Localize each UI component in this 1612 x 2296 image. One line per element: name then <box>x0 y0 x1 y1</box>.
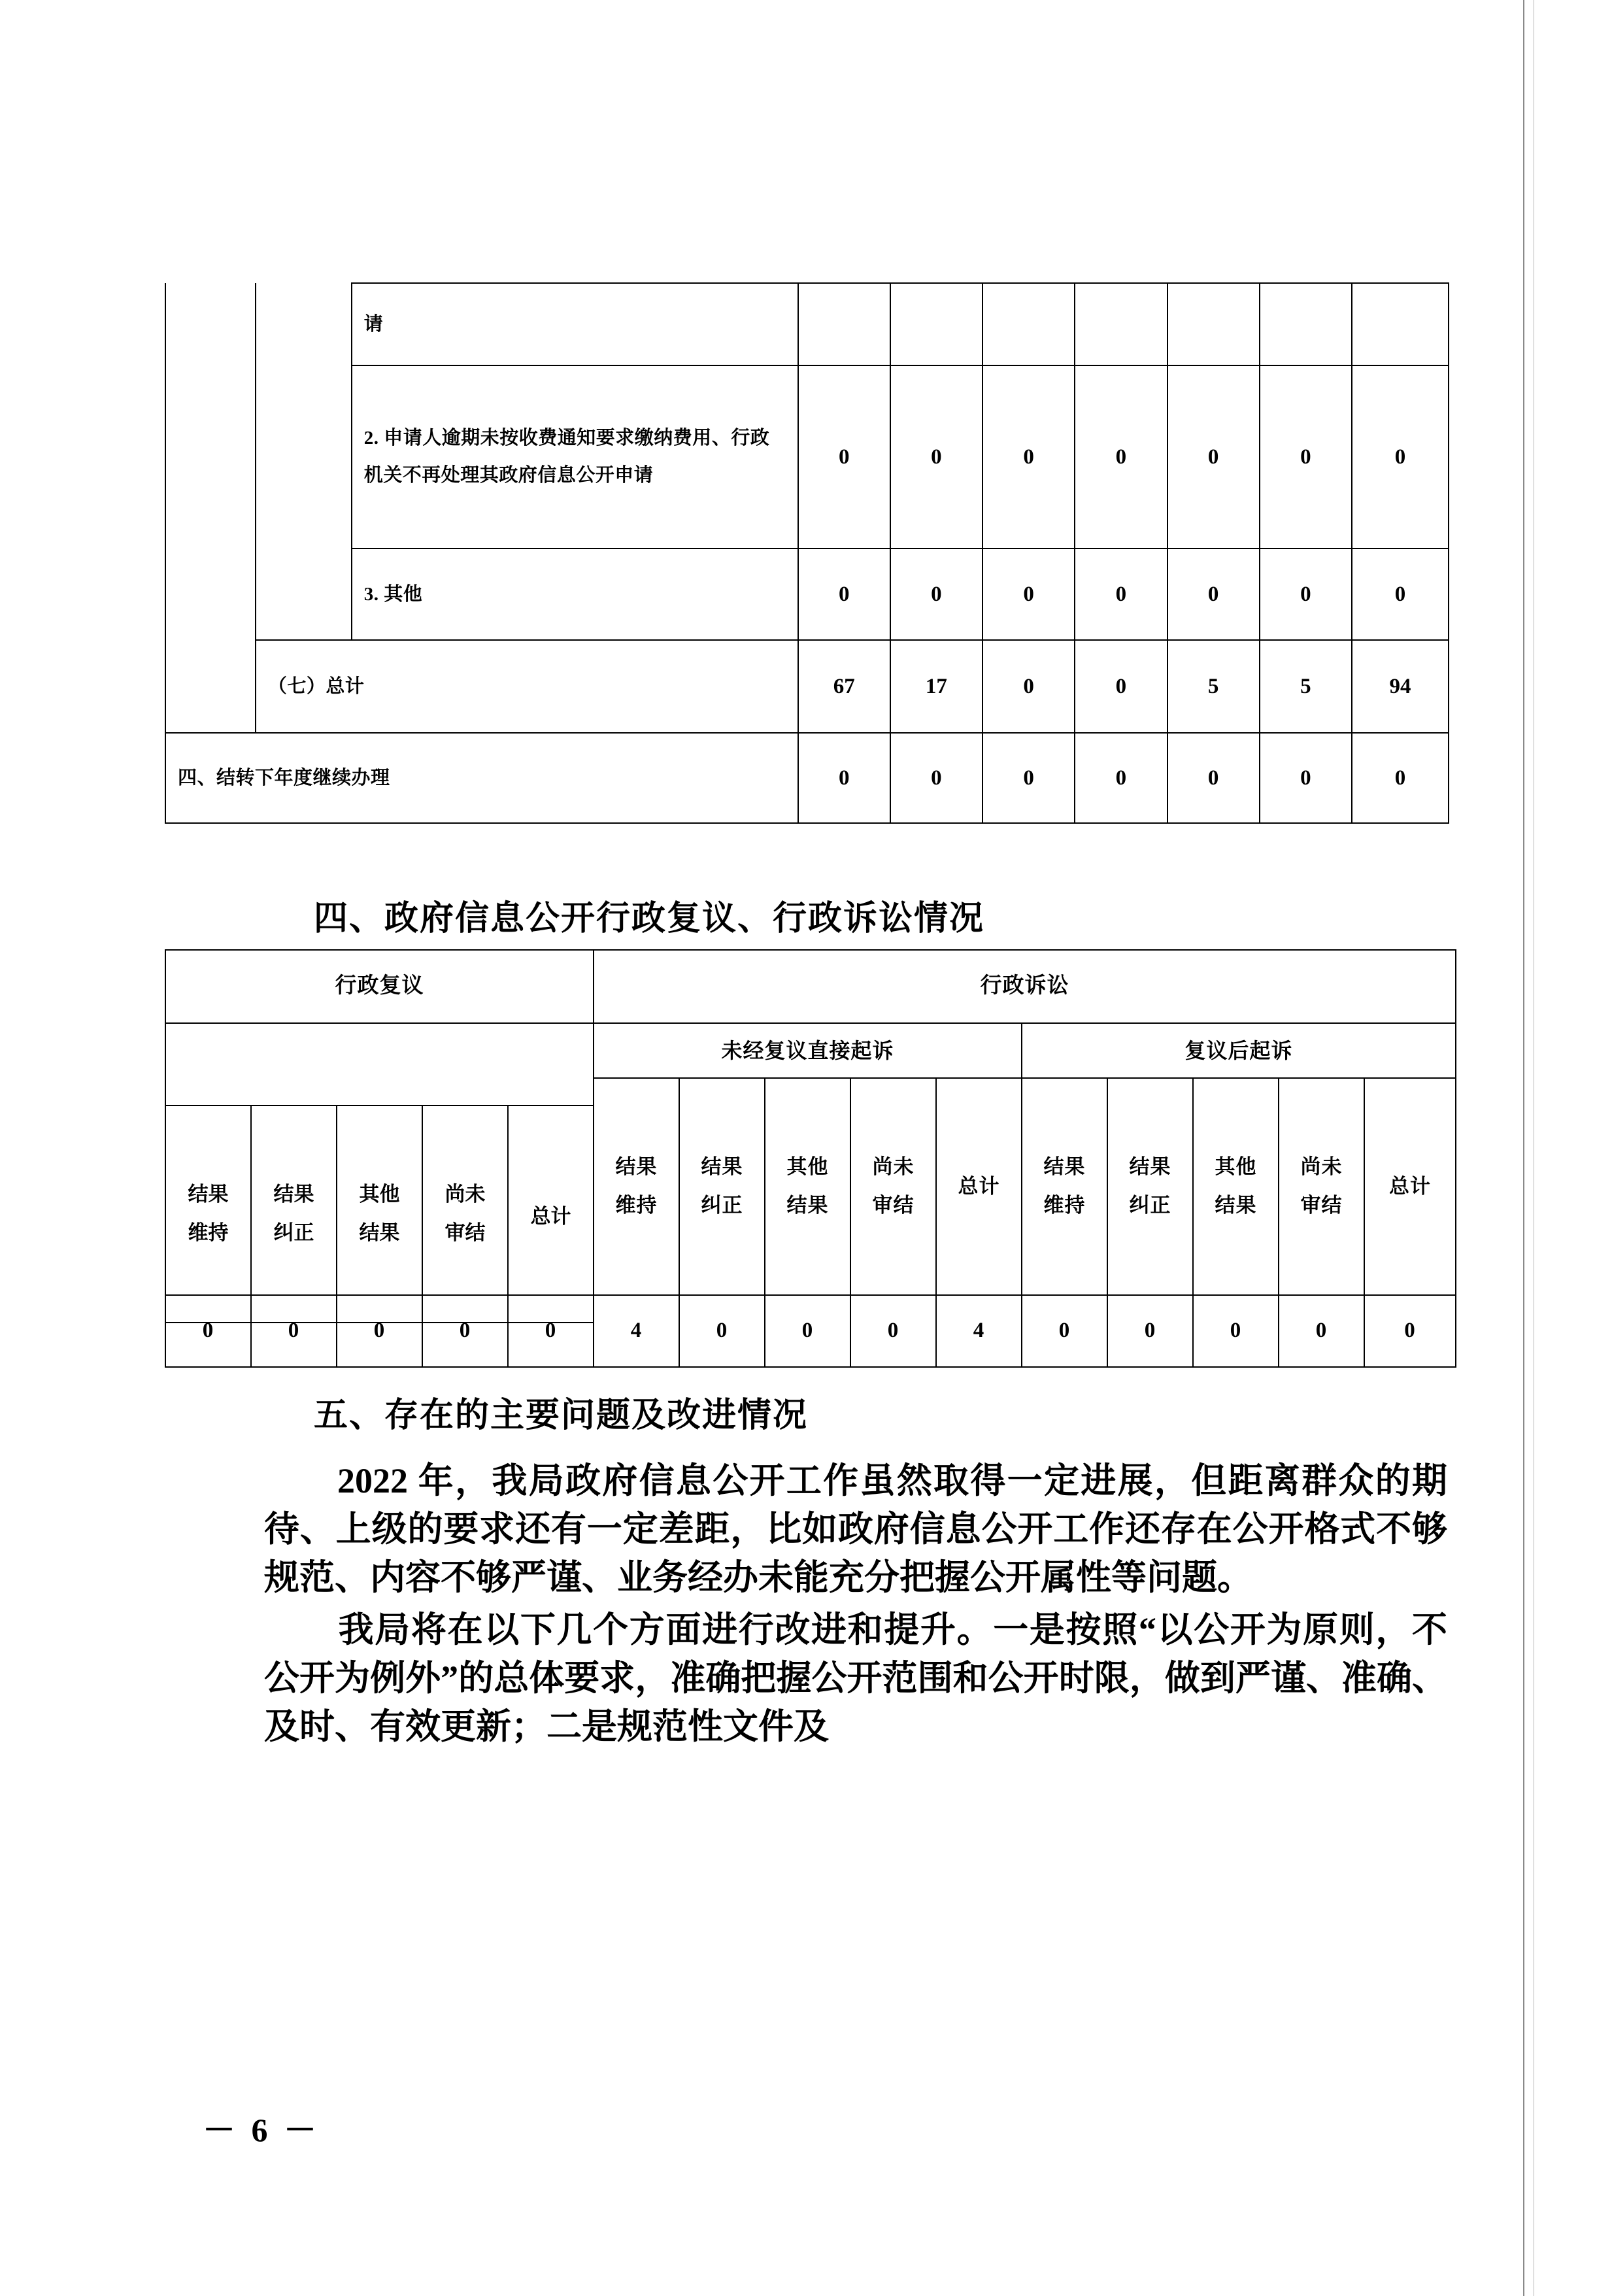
section-heading-4: 四、政府信息公开行政复议、行政诉讼情况 <box>314 900 985 937</box>
colheader-line: 尚未 <box>1300 1155 1343 1179</box>
colheader-line: 结果 <box>359 1221 400 1244</box>
colheader-line: 维持 <box>1043 1194 1086 1217</box>
table1-cell <box>1167 283 1260 365</box>
table1-cell <box>890 283 982 365</box>
table1-cell: 0 <box>798 549 890 640</box>
reconsideration-column-header-grid <box>165 1105 594 1323</box>
table1-cell: 0 <box>1167 733 1260 823</box>
table1-row-label-continuation: 请 <box>352 283 798 365</box>
table-row <box>165 365 1449 549</box>
table2-colheader-rc-total: 总计 <box>508 1106 594 1323</box>
table1-cell: 94 <box>1352 640 1449 733</box>
table-row <box>165 733 1449 823</box>
table-row <box>165 283 1449 365</box>
table2-value-rc-other: 0 <box>337 1295 422 1367</box>
table2-colheader-rc-uphold <box>165 1106 251 1323</box>
table2-colheader-rc-other <box>337 1106 422 1323</box>
colheader-line: 其他 <box>786 1155 829 1179</box>
table1-cell <box>1352 283 1449 365</box>
table1-cell: 0 <box>1352 365 1449 549</box>
colheader-line: 其他 <box>1215 1155 1257 1179</box>
table1-cell: 0 <box>1352 549 1449 640</box>
colheader-line: 纠正 <box>1129 1194 1171 1217</box>
table-row <box>165 950 1456 1023</box>
table1-cell: 0 <box>1352 733 1449 823</box>
table2-sub-header-direct-suit: 未经复议直接起诉 <box>594 1023 1022 1078</box>
colheader-line: 结果 <box>615 1155 658 1179</box>
table1-cell: 0 <box>1075 640 1167 733</box>
table2-value-ar-total: 0 <box>1364 1295 1456 1367</box>
table2-value-ar-other: 0 <box>1193 1295 1279 1367</box>
table2-value-ds-uphold: 4 <box>594 1295 679 1367</box>
table1-cell: 5 <box>1260 640 1352 733</box>
table1-cell: 0 <box>1260 365 1352 549</box>
table2-colheader-ar-total: 总计 <box>1364 1078 1456 1295</box>
colheader-line: 审结 <box>445 1221 486 1244</box>
table1-cell <box>798 283 890 365</box>
table2-value-rc-total: 0 <box>508 1295 594 1367</box>
table2-value-ar-uphold: 0 <box>1022 1295 1107 1367</box>
table2-sub-header-after-reconsideration: 复议后起诉 <box>1022 1023 1456 1078</box>
table1-row-label-subtotal: （七）总计 <box>256 640 798 733</box>
table1-row-label-item2: 2. 申请人逾期未按收费通知要求缴纳费用、行政机关不再处理其政府信息公开申请 <box>352 365 798 549</box>
colheader-line: 其他 <box>359 1183 400 1206</box>
table2-colheader-ds-other <box>765 1078 850 1295</box>
table1-cell: 0 <box>1167 549 1260 640</box>
disclosure-request-table <box>165 282 1449 824</box>
paragraph-text: 我局将在以下几个方面进行改进和提升。一是按照“以公开为原则，不公开为例外”的总体要求，准确把握公开范围和公开时限，做到严谨、准确、及时、有效更新；二是规范性文件及 <box>264 1610 1447 1746</box>
colheader-line: 结果 <box>786 1194 829 1217</box>
table1-outer-spacer <box>165 283 256 640</box>
colheader-line: 尚未 <box>872 1155 915 1179</box>
page-number: － 6 － <box>203 2112 320 2148</box>
section5-body <box>264 1457 1447 1751</box>
table1-cell: 0 <box>982 365 1075 549</box>
table1-cell: 67 <box>798 640 890 733</box>
table1-cell: 0 <box>798 733 890 823</box>
colheader-line: 尚未 <box>445 1183 486 1206</box>
table2-value-rc-uphold: 0 <box>165 1295 251 1367</box>
paragraph-text: 2022 年，我局政府信息公开工作虽然取得一定进展，但距离群众的期待、上级的要求还有一定差距，比如政府信息公开工作还存在公开格式不够规范、内容不够严谨、业务经办未能充分把握公开属性等问题。 <box>264 1461 1447 1597</box>
table2-group-header-litigation: 行政诉讼 <box>594 950 1456 1023</box>
table2-value-ds-total: 4 <box>936 1295 1022 1367</box>
colheader-line: 纠正 <box>701 1194 743 1217</box>
colheader-line: 结果 <box>1129 1155 1171 1179</box>
table2-colheader-rc-correct <box>251 1106 337 1323</box>
table-row <box>165 1106 594 1323</box>
table2-colheader-ds-pending <box>850 1078 936 1295</box>
table2-colheader-ar-other <box>1193 1078 1279 1295</box>
paragraph <box>264 1606 1447 1751</box>
table1-cell <box>982 283 1075 365</box>
colheader-line: 结果 <box>273 1183 314 1206</box>
table-row <box>165 1023 1456 1078</box>
table1-cell: 17 <box>890 640 982 733</box>
table2-colheader-ar-pending <box>1279 1078 1364 1295</box>
section-heading-5: 五、存在的主要问题及改进情况 <box>314 1396 809 1434</box>
colheader-line: 纠正 <box>273 1221 314 1244</box>
table1-cell: 0 <box>890 733 982 823</box>
table2-colheader-rc-pending <box>422 1106 508 1323</box>
table1-cell: 0 <box>1075 549 1167 640</box>
table2-value-ds-correct: 0 <box>679 1295 765 1367</box>
table1-cell: 0 <box>982 733 1075 823</box>
table1-cell: 0 <box>1075 365 1167 549</box>
table2-colheader-ds-correct <box>679 1078 765 1295</box>
table1-cell: 0 <box>982 549 1075 640</box>
table1-cell: 0 <box>1075 733 1167 823</box>
table2-value-ar-pending: 0 <box>1279 1295 1364 1367</box>
colheader-line: 审结 <box>872 1194 915 1217</box>
colheader-line: 结果 <box>188 1183 229 1206</box>
table-row <box>165 549 1449 640</box>
table2-group-header-reconsideration: 行政复议 <box>165 950 594 1023</box>
colheader-line: 结果 <box>1215 1194 1257 1217</box>
table2-colheader-ar-correct <box>1107 1078 1193 1295</box>
table1-row-label-carryover: 四、结转下年度继续办理 <box>165 733 798 823</box>
table1-outer-spacer <box>165 640 256 733</box>
table1-cell: 0 <box>890 365 982 549</box>
table-row <box>165 640 1449 733</box>
table2-colheader-ar-uphold <box>1022 1078 1107 1295</box>
table2-value-ds-other: 0 <box>765 1295 850 1367</box>
table1-cell: 0 <box>1167 365 1260 549</box>
colheader-line: 审结 <box>1300 1194 1343 1217</box>
table1-row-label-item3: 3. 其他 <box>352 549 798 640</box>
table1-cell: 0 <box>1260 549 1352 640</box>
colheader-line: 结果 <box>701 1155 743 1179</box>
table1-group-spacer <box>256 283 352 640</box>
table1-cell <box>1260 283 1352 365</box>
paragraph <box>264 1457 1447 1602</box>
table2-colheader-ds-total: 总计 <box>936 1078 1022 1295</box>
table2-value-ds-pending: 0 <box>850 1295 936 1367</box>
colheader-line: 维持 <box>188 1221 229 1244</box>
table1-cell <box>1075 283 1167 365</box>
table2-value-rc-pending: 0 <box>422 1295 508 1367</box>
table2-value-ar-correct: 0 <box>1107 1295 1193 1367</box>
table2-colheader-ds-uphold <box>594 1078 679 1295</box>
table1-cell: 0 <box>982 640 1075 733</box>
scan-artifact-line-left <box>1523 0 1524 2296</box>
table1-cell: 5 <box>1167 640 1260 733</box>
colheader-line: 维持 <box>615 1194 658 1217</box>
table1-cell: 0 <box>1260 733 1352 823</box>
table1-cell: 0 <box>798 365 890 549</box>
table2-value-rc-correct: 0 <box>251 1295 337 1367</box>
colheader-line: 结果 <box>1043 1155 1086 1179</box>
table1-cell: 0 <box>890 549 982 640</box>
